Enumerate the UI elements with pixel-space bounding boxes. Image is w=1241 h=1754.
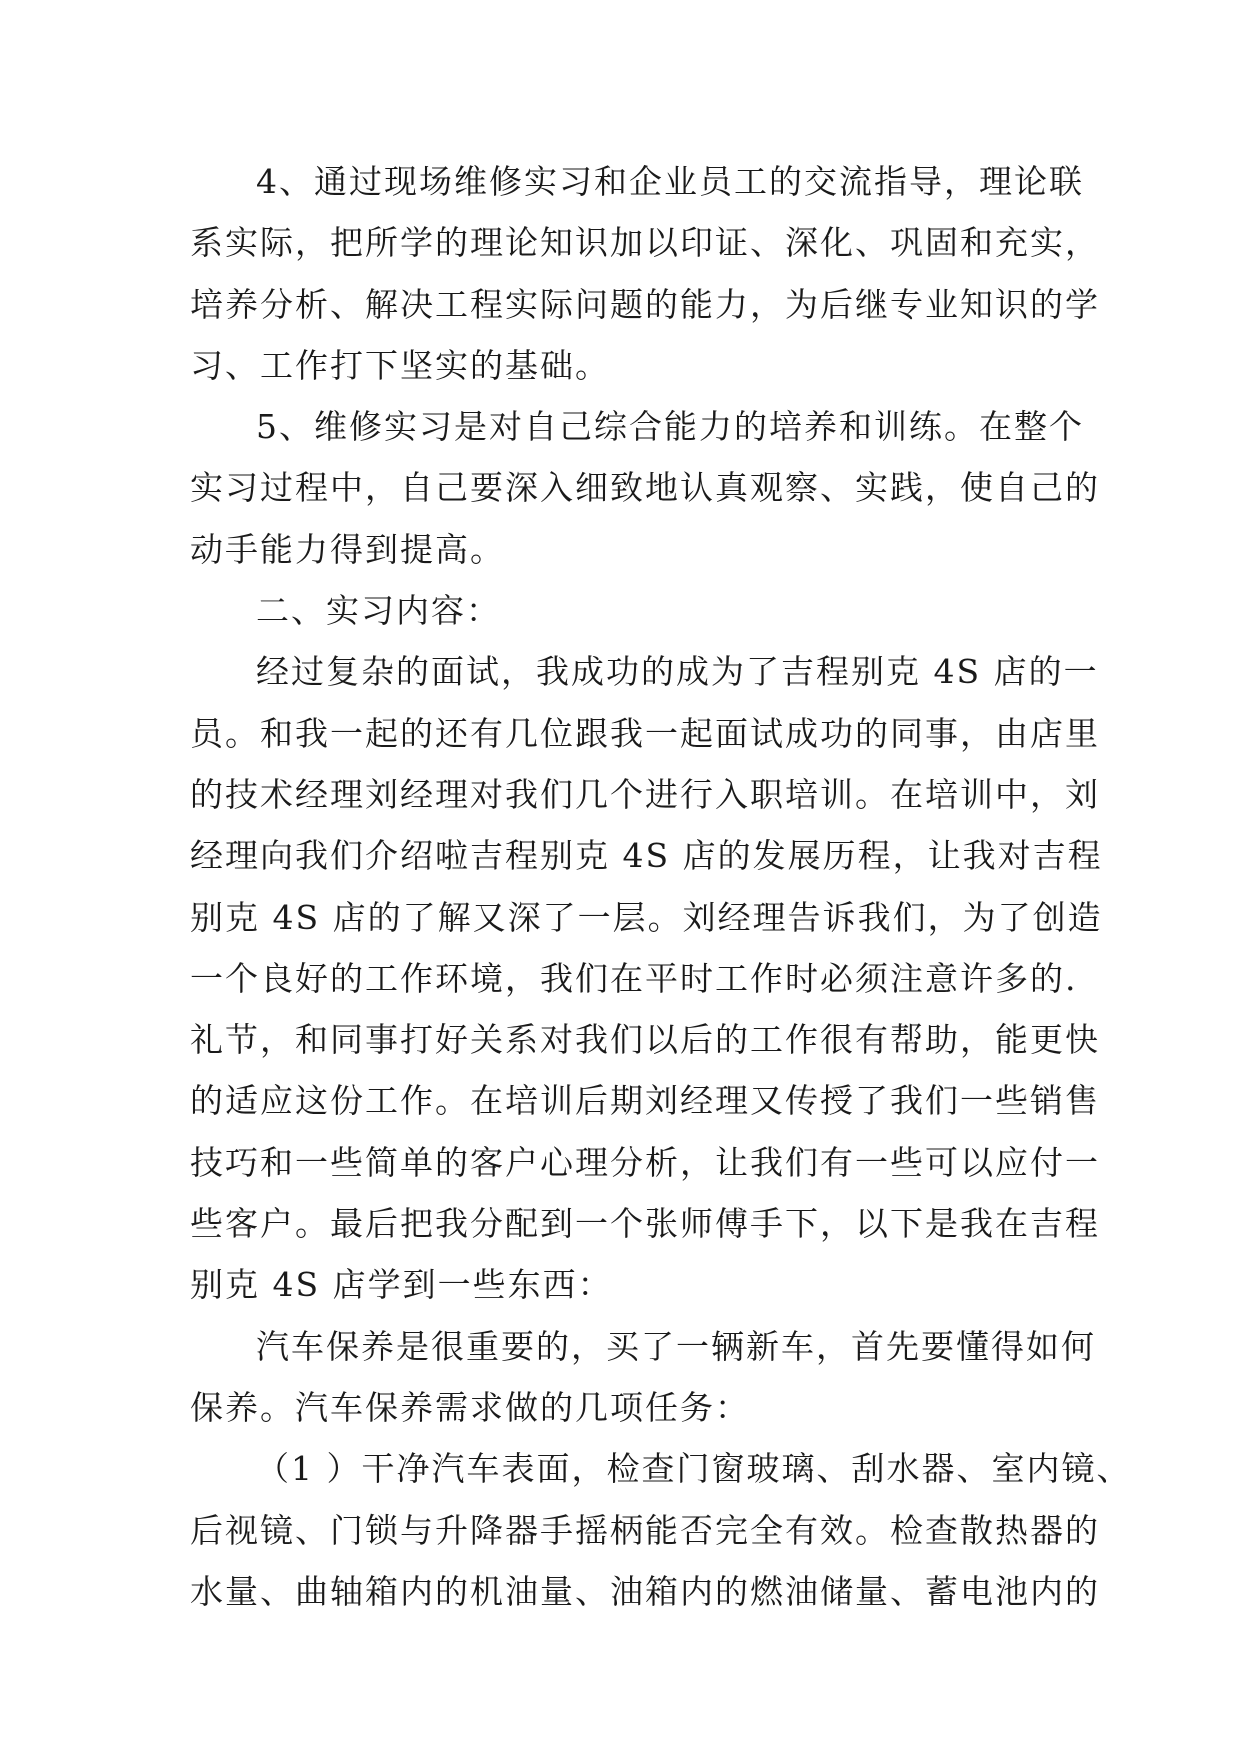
- paragraph-maintenance-line-1: 汽车保养是很重要的，买了一辆新车，首先要懂得如何: [256, 1326, 1096, 1366]
- document-body: [190, 151, 1132, 1622]
- paragraph-interview-line-7: 礼节，和同事打好关系对我们以后的工作很有帮助，能更快: [190, 1020, 1100, 1060]
- paragraph-5-line-3: 动手能力得到提高。: [190, 529, 505, 569]
- paragraph-5-line-1: 5、维修实习是对自己综合能力的培养和训练。在整个: [256, 407, 1084, 447]
- paragraph-interview-line-4: 经理向我们介绍啦吉程别克 4S 店的发展历程，让我对吉程: [190, 836, 1103, 876]
- list-item-1-line-1: （1 ）干净汽车表面，检查门窗玻璃、刮水器、室内镜、: [256, 1449, 1132, 1489]
- paragraph-interview-line-8: 的适应这份工作。在培训后期刘经理又传授了我们一些销售: [190, 1081, 1100, 1121]
- paragraph-maintenance-line-2: 保养。汽车保养需求做的几项任务：: [190, 1387, 750, 1427]
- paragraph-4-line-4: 习、工作打下坚实的基础。: [190, 345, 610, 385]
- paragraph-interview-line-3: 的技术经理刘经理对我们几个进行入职培训。在培训中，刘: [190, 774, 1100, 814]
- paragraph-5-line-2: 实习过程中，自己要深入细致地认真观察、实践，使自己的: [190, 468, 1100, 508]
- list-item-1-line-3: 水量、曲轴箱内的机油量、油箱内的燃油储量、蓄电池内的: [190, 1571, 1100, 1611]
- paragraph-interview-line-11: 别克 4S 店学到一些东西：: [190, 1265, 613, 1305]
- paragraph-4-line-2: 系实际，把所学的理论知识加以印证、深化、巩固和充实，: [190, 223, 1100, 263]
- paragraph-interview-line-6: 一个良好的工作环境，我们在平时工作时必须注意许多的.: [190, 958, 1078, 998]
- paragraph-interview-line-2: 员。和我一起的还有几位跟我一起面试成功的同事，由店里: [190, 713, 1100, 753]
- paragraph-interview-line-1: 经过复杂的面试，我成功的成为了吉程别克 4S 店的一: [256, 652, 1099, 692]
- section-heading-internship-content: 二、实习内容：: [256, 591, 501, 631]
- paragraph-4-line-1: 4、通过现场维修实习和企业员工的交流指导，理论联: [256, 162, 1084, 201]
- paragraph-interview-line-10: 些客户。最后把我分配到一个张师傅手下，以下是我在吉程: [190, 1204, 1100, 1244]
- list-item-1-line-2: 后视镜、门锁与升降器手摇柄能否完全有效。检查散热器的: [190, 1510, 1100, 1550]
- paragraph-4-line-3: 培养分析、解决工程实际问题的能力，为后继专业知识的学: [190, 284, 1100, 324]
- paragraph-interview-line-9: 技巧和一些简单的客户心理分析，让我们有一些可以应付一: [190, 1142, 1100, 1182]
- paragraph-interview-line-5: 别克 4S 店的了解又深了一层。刘经理告诉我们，为了创造: [190, 897, 1103, 937]
